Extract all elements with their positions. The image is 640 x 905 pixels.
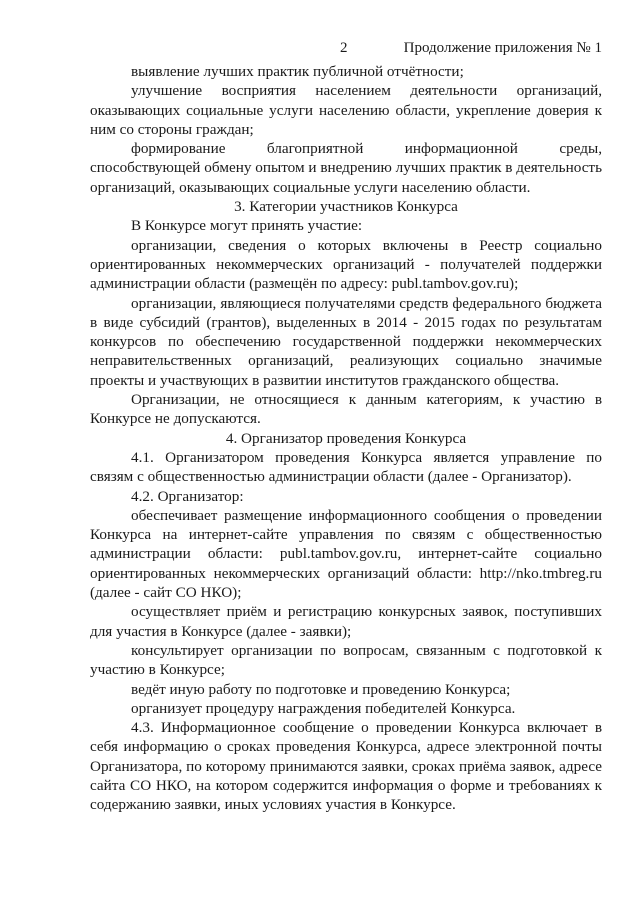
document-body xyxy=(90,62,602,815)
section-3-paragraph: организации, сведения о которых включены в Реестр социально ориентированных некоммерческих организаций - получателей поддержки администрации области (размещён по адресу: publ.tambov.gov.ru); xyxy=(90,236,602,293)
section-4-heading: 4. Организатор проведения Конкурса xyxy=(225,429,467,447)
intro-paragraph: выявление лучших практик публичной отчётности; xyxy=(131,63,464,80)
section-4-paragraph: обеспечивает размещение информационного сообщения о проведении Конкурса на интернет-сайте управления по связям с общественностью администрации области: publ.tambov.gov.ru, интернет-сайте социально ориентированных некоммерческих организаций области: http://nko.tmbreg.ru (далее - сайт СО НКО); xyxy=(90,506,602,602)
section-4-paragraph: 4.1. Организатором проведения Конкурса является управление по связям с общественностью администрации области (далее - Организатор). xyxy=(90,448,602,486)
section-4-paragraph: 4.2. Организатор: xyxy=(131,487,244,505)
intro-paragraph: улучшение восприятия населением деятельности организаций, оказывающих социальные услуги населению области, укрепление доверия к ним со стороны граждан; xyxy=(90,82,602,138)
section-4-paragraph: ведёт иную работу по подготовке и проведению Конкурса; xyxy=(131,680,511,698)
section-4-paragraph: 4.3. Информационное сообщение о проведении Конкурса включает в себя информацию о сроках проведения Конкурса, адресе электронной почты Организатора, по которому принимаются заявки, сроках приёма заявок, адресе сайта СО НКО, на котором содержится информация о форме и требованиях к содержанию заявки, иных условиях участия в Конкурсе. xyxy=(90,719,602,814)
section-3-paragraph: В Конкурсе могут принять участие: xyxy=(131,217,363,235)
section-3-paragraph: Организации, не относящиеся к данным категориям, к участию в Конкурсе не допускаются. xyxy=(90,391,602,428)
section-4-paragraph: осуществляет приём и регистрацию конкурсных заявок, поступивших для участия в Конкурсе (далее - заявки); xyxy=(90,603,602,640)
intro-paragraph: формирование благоприятной информационной среды, способствующей обмену опытом и внедрению лучших практик в деятельность организаций, оказывающих социальные услуги населению области. xyxy=(90,140,602,196)
section-3-paragraph: организации, являющиеся получателями средств федерального бюджета в виде субсидий (грантов), выделенных в 2014 - 2015 годах по результатам конкурсов по обеспечению государственной поддержки некоммерческих неправительственных организаций, реализующих социально значимые проекты и участвующих в развитии институтов гражданского общества. xyxy=(90,294,602,389)
section-4-paragraph: консультирует организации по вопросам, связанным с подготовкой к участию в Конкурсе; xyxy=(90,641,602,679)
appendix-continuation-label: Продолжение приложения № 1 xyxy=(403,40,602,56)
section-3-heading: 3. Категории участников Конкурса xyxy=(234,198,458,216)
page-number: 2 xyxy=(340,40,348,56)
section-4-paragraph: организует процедуру награждения победителей Конкурса. xyxy=(131,699,516,717)
page-header xyxy=(90,40,602,60)
